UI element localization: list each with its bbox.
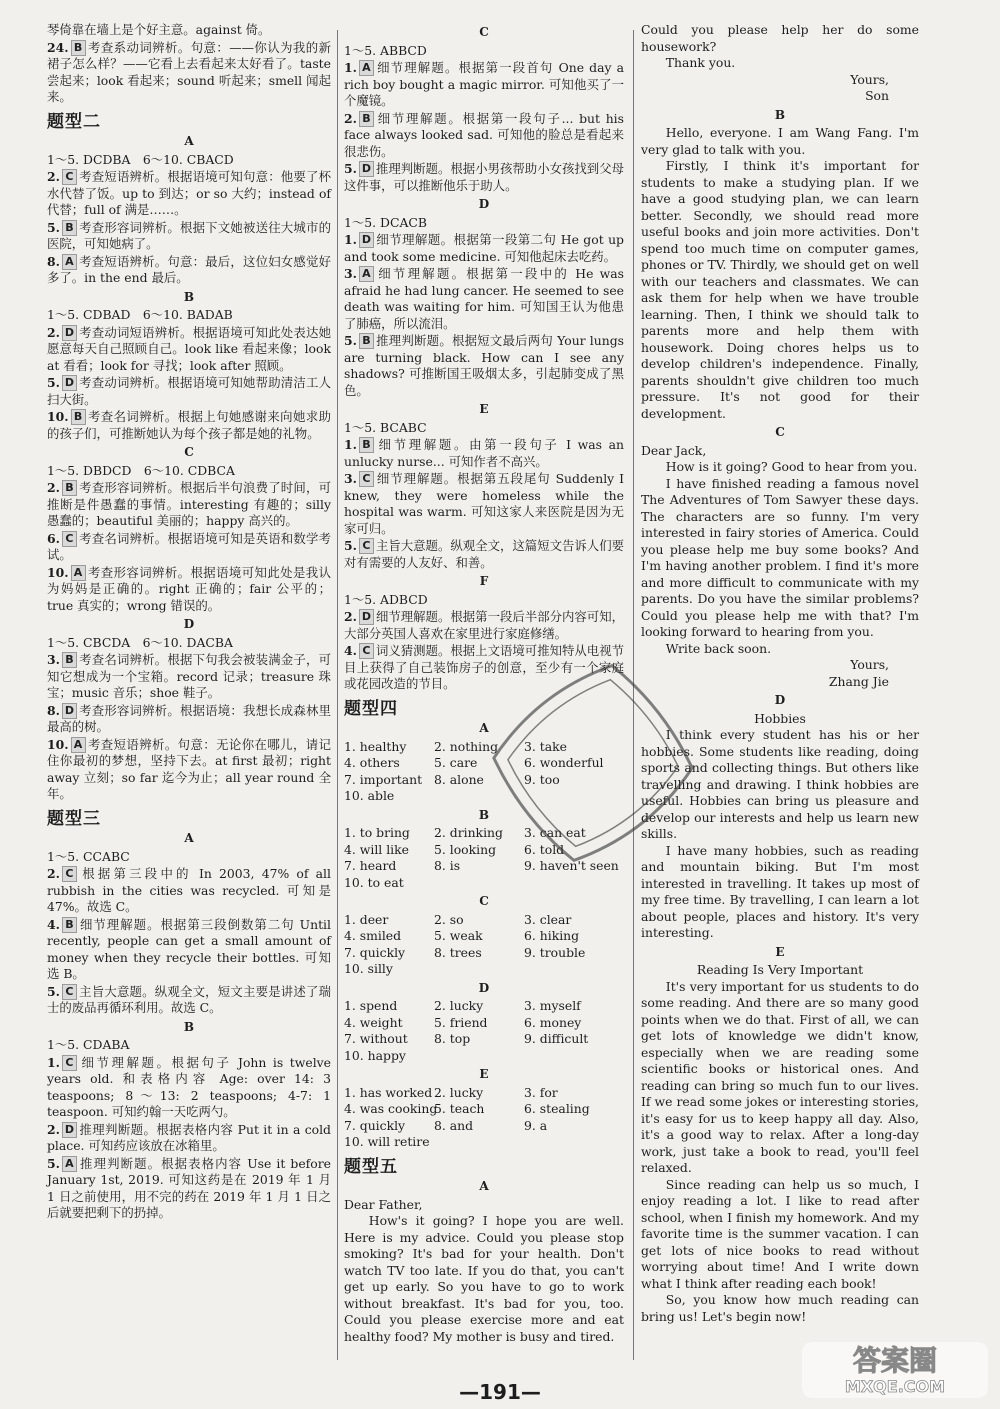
question-number: 3. [47, 652, 60, 667]
answer-cell: 6. money [524, 1014, 582, 1030]
page-number: —191— [459, 1380, 541, 1404]
answer-cell: 5. looking [434, 841, 497, 857]
answer-grid [344, 912, 624, 978]
answer-cell: 9. trouble [524, 944, 586, 960]
answer-cell: 3. for [524, 1084, 558, 1100]
question-number: 2. [47, 324, 60, 340]
explanation-text: 考查名词辨析。根据下句我会被装满金子，可知它想成为一个宝箱。record 记录；treasure 珠宝；music 音乐；shoe 鞋子。 [47, 652, 331, 700]
answer-cell: 2. so [434, 911, 464, 927]
answer-cell: 5. friend [434, 1014, 488, 1030]
answer-explanation [344, 161, 624, 194]
answer-grid [344, 998, 624, 1064]
answer-explanation [47, 254, 331, 287]
answer-cell: 6. hiking [524, 928, 580, 943]
answer-key-line: 1～5. CBCDA 6～10. DACBA [47, 634, 233, 650]
column-right [641, 22, 919, 1325]
explanation-text: 考查动词辨析。根据语境可知她帮助清洁工人扫大街。 [47, 375, 331, 407]
explanation-text: 细节理解题。根据第一段句子... but his face always looked sad. 可知他的脸总是看起来很悲伤。 [344, 110, 624, 159]
explanation-text: 考查形容词辨析。根据语境：我想长成森林里最高的树。 [47, 702, 331, 734]
question-number: 5. [344, 333, 357, 348]
answer-box: B [71, 40, 86, 56]
answer-explanation [47, 40, 331, 106]
answer-cell: 8. alone [434, 771, 484, 787]
passage-label: B [774, 107, 786, 122]
answer-cell: 7. heard [344, 858, 397, 873]
answer-box: A [359, 60, 374, 76]
question-number: 24. [47, 39, 69, 55]
answer-explanation [47, 325, 331, 375]
answer-cell: 4. will like [344, 841, 409, 857]
explanation-text: 考查动词短语辨析。根据语境可知此处表达她愿意每天自己照顾自己。look like 看起来像；look at 看看；look for 寻找；look after 照顾。 [47, 324, 331, 373]
answer-cell: 10. happy [344, 1047, 406, 1063]
answer-key-line: 1～5. CDBAD 6～10. BADAB [47, 307, 233, 322]
question-number: 8. [47, 253, 60, 269]
explanation-text: 考查形容词辨析。根据后半句浪费了时间，可推断是件愚蠢的事情。interesting 有趣的；silly 愚蠢的；beautiful 美丽的；happy 高兴的。 [47, 480, 331, 528]
answer-cell: 6. wonderful [524, 755, 604, 770]
answer-explanation [344, 232, 624, 265]
answer-key-line: 1～5. CDABA [47, 1037, 130, 1052]
answer-cell: 7. important [344, 771, 423, 787]
answer-box: D [62, 325, 77, 341]
passage-label: F [479, 574, 489, 588]
answer-explanation [344, 266, 624, 332]
answer-cell: 3. myself [524, 998, 581, 1013]
answer-explanation [47, 409, 331, 442]
answer-box: B [62, 480, 77, 496]
answer-box: C [62, 531, 77, 547]
answer-box: D [359, 232, 374, 248]
answer-cell: 4. smiled [344, 928, 402, 943]
explanation-text: 细节理解题。根据第五段尾句 Suddenly I knew, they were homeless while the hospital was warm. 可知这家人来医院是因为无家可归。 [344, 471, 624, 536]
explanation-text: 考查名词辨析。根据语境可知是英语和数学考试。 [47, 530, 331, 562]
question-number: 1. [344, 232, 357, 247]
explanation-text: 考查名词辨析。根据上句她感谢来向她求助的孩子们，可推断她认为每个孩子都是她的礼物。 [47, 409, 331, 441]
answer-cell: 4. was cooking [344, 1101, 438, 1116]
passage-label: E [775, 944, 785, 959]
answer-cell: 7. quickly [344, 1117, 406, 1133]
question-number: 5. [47, 983, 60, 999]
svg-text:答案圈: 答案圈 [852, 1344, 938, 1377]
answer-box: A [62, 254, 77, 270]
question-number: 1. [47, 1054, 60, 1070]
answer-box: C [62, 866, 77, 882]
text-paragraph: Thank you. [665, 55, 736, 70]
answer-box: D [62, 703, 77, 719]
essay-title: Hobbies [754, 710, 806, 726]
answer-box: A [71, 565, 86, 581]
essay-title: Reading Is Very Important [696, 962, 864, 977]
answer-grid [344, 1085, 624, 1151]
answer-cell: 7. quickly [344, 944, 406, 960]
answer-cell: 4. weight [344, 1014, 403, 1030]
answer-explanation [344, 333, 624, 399]
text-paragraph: 琴倚靠在墙上是个好主意。against 倚。 [47, 22, 271, 37]
section-heading: 题型五 [344, 1156, 398, 1177]
passage-label: C [775, 425, 785, 439]
explanation-text: 细节理解题。根据第三段倒数第二句 Until recently, people can get a small amount of money when they recycle their bottles. 可知选 B。 [47, 916, 331, 981]
explanation-text: 考查形容词辨析。根据语境可知此处是我认为妈妈是正确的。right 正确的；fair 公平的；true 真实的；wrong 错误的。 [47, 564, 331, 613]
answer-cell: 1. spend [344, 998, 398, 1013]
passage-label: A [479, 1179, 489, 1193]
text-paragraph: Dear Jack, [641, 442, 707, 458]
signature-line: Son [865, 88, 889, 103]
answer-explanation [47, 480, 331, 530]
text-paragraph: I have finished reading a famous novel The Adventures of Tom Sawyer these days. The characters are so funny. I'm very interested in fairy stories of America. Could you please help me buy some books? And I'm having another problem. I find it's more and more difficult to communicate with my parents. Do you have the similar problems? Could you please help me with that? I'm looking forward to hearing from you. [641, 475, 919, 639]
question-number: 1. [344, 437, 357, 452]
answer-box: B [359, 437, 374, 453]
passage-label: B [478, 807, 490, 822]
passage-label: B [183, 1019, 195, 1034]
answer-box: B [71, 409, 86, 425]
question-number: 10. [47, 736, 69, 752]
answer-box: D [359, 161, 374, 177]
text-paragraph: How's it going? I hope you are well. Here is my advice. Could you please stop smoking? It's bad for your health. Don't watch TV too late. If you do that, you can't get up early. So you have to go to work without breakfast. It's bad for you, too. Could you please exercise more and eat healthy food? My mother is busy and tired. [344, 1213, 624, 1344]
answer-explanation [344, 111, 624, 161]
answer-explanation [344, 609, 624, 642]
answer-box: B [62, 652, 77, 668]
answer-cell: 2. nothing [434, 738, 499, 754]
answer-explanation [344, 538, 624, 571]
explanation-text: 细节理解题。根据第一段首句 One day a rich boy bought a magic mirror. 可知他买了一个魔镜。 [344, 60, 624, 108]
passage-label: C [479, 894, 489, 908]
explanation-text: 词义猜测题。根据上文语境可推知特从电视节目上获得了自己装饰房子的创意，至少有一个家庭或花园改造的节目。 [344, 643, 624, 691]
explanation-text: 考查短语辨析。句意：最后，这位妇女感觉好多了。in the end 最后。 [47, 253, 331, 285]
explanation-text: 考查形容词辨析。根据下文她被送往大城市的医院，可知她病了。 [47, 219, 331, 251]
explanation-text: 细节理解题。根据第一段第二句 He got up and took some medicine. 可知他起床去吃药。 [344, 232, 624, 264]
answer-key-line: 1～5. ADBCD [344, 591, 428, 607]
question-number: 10. [47, 564, 69, 580]
answer-box: C [359, 538, 374, 554]
answer-cell: 9. too [524, 771, 560, 787]
question-number: 5. [47, 219, 60, 235]
answer-explanation [47, 866, 331, 916]
question-number: 5. [47, 375, 60, 390]
passage-label: A [479, 721, 489, 735]
answer-explanation [47, 531, 331, 564]
section-heading: 题型二 [47, 111, 101, 132]
answer-cell: 9. a [524, 1117, 548, 1133]
answer-box: C [359, 643, 374, 659]
section-heading: 题型三 [47, 808, 101, 829]
explanation-text: 根据第三段中的 In 2003, 47% of all rubbish in the cities was recycled. 可知是 47%。故选 C。 [47, 866, 331, 914]
answer-key-line: 1～5. DBDCD 6～10. CDBCA [47, 462, 235, 478]
answer-box: D [62, 1122, 77, 1138]
explanation-text: 推理判断题。根据表格内容 Put it in a cold place. 可知药应该放在冰箱里。 [47, 1121, 331, 1153]
svg-text:MXQE.COM: MXQE.COM [844, 1377, 946, 1396]
answer-cell: 2. lucky [434, 998, 484, 1013]
explanation-text: 细节理解题。根据句子 John is twelve years old. 和表格内容 Age: over 14: 3 teaspoons; 8～13: 2 teaspoons; 4-7: 1 teaspoon. 可知约翰一天吃两勺。 [47, 1054, 331, 1119]
text-paragraph: Since reading can help us so much, I enjoy reading a lot. I like to read after school, when I finish my homework. And my favorite time is the summer vacation. I can get lots of nice books to read without worrying about time! And I write down what I think after reading each book! [641, 1176, 919, 1291]
answer-box: B [62, 220, 77, 236]
text-paragraph: How is it going? Good to hear from you. [665, 459, 918, 474]
explanation-text: 推理判断题。根据短文最后两句 Your lungs are turning black. How can I see any shadows? 可推断国王吸烟太多，引起肺变成了黑色。 [344, 333, 624, 398]
answer-explanation [47, 984, 331, 1017]
answer-cell: 9. haven't seen [524, 858, 619, 873]
answer-cell: 2. lucky [434, 1084, 484, 1100]
answer-explanation [47, 220, 331, 253]
answer-explanation [344, 437, 624, 470]
answer-cell: 7. without [344, 1031, 408, 1046]
question-number: 3. [344, 471, 357, 486]
question-number: 2. [47, 169, 60, 184]
passage-label: B [183, 289, 195, 304]
question-number: 2. [47, 1121, 60, 1137]
answer-box: B [62, 917, 77, 933]
answer-cell: 2. drinking [434, 825, 503, 840]
answer-cell: 4. others [344, 755, 400, 770]
answer-box: D [62, 375, 77, 391]
text-paragraph: Hello, everyone. I am Wang Fang. I'm very glad to talk with you. [641, 125, 919, 157]
answer-box: C [62, 984, 77, 1000]
answer-explanation [47, 565, 331, 615]
answer-explanation [47, 652, 331, 702]
passage-label: A [184, 134, 194, 148]
answer-cell: 8. top [434, 1031, 471, 1046]
answer-explanation [47, 1156, 331, 1222]
explanation-text: 主旨大意题。纵观全文，这篇短文告诉人们要对有需要的人友好、和善。 [344, 538, 624, 570]
answer-cell: 5. care [434, 755, 478, 770]
site-watermark-logo [800, 1340, 990, 1400]
section-heading: 题型四 [344, 698, 398, 719]
answer-explanation [47, 375, 331, 408]
text-paragraph: It's very important for us students to do some reading. And there are so many good points when we do that. First of all, we can get lots of knowledge we didn't know, especially when we are reading some scientific books or historical ones. And reading can bring so much fun to our lives. If we read some jokes or interesting stories, it's easy for us to keep happy all day. Also, it's a good way to relax. After a long-day work, just take a book to read, you'll feel relaxed. [641, 978, 919, 1175]
explanation-text: 细节理解题。根据第一段后半部分内容可知，大部分英国人喜欢在家里进行家庭修缮。 [344, 609, 624, 641]
answer-cell: 6. stealing [524, 1101, 590, 1116]
passage-label: A [184, 831, 194, 845]
explanation-text: 细节理解题。由第一段句子 I was an unlucky nurse... 可知作者不高兴。 [344, 437, 624, 469]
column-left [47, 22, 331, 1223]
explanation-text: 细节理解题。根据第一段中的 He was afraid he had lung cancer. He seemed to see death was waiting for him. 可知国王认为他患了肺癌，所以流泪。 [344, 266, 624, 331]
answer-key-line: 1～5. ABBCD [344, 42, 427, 58]
question-number: 5. [344, 538, 357, 553]
answer-box: B [359, 333, 374, 349]
answer-cell: 3. take [524, 738, 567, 754]
answer-explanation [344, 60, 624, 110]
signature-line: Yours, [850, 657, 889, 672]
question-number: 4. [47, 916, 60, 932]
answer-box: D [359, 609, 374, 625]
answer-cell: 5. weak [434, 928, 483, 943]
passage-label: D [774, 693, 786, 707]
passage-label: D [183, 617, 195, 631]
text-paragraph: I think every student has his or her hobbies. Some students like reading, doing sports and collecting things. But others like travelling and drawing. I think hobbies are useful. Hobbies can bring us pleasure and develop our interests and help us learn new skills. [641, 727, 919, 841]
answer-box: B [359, 111, 374, 127]
answer-cell: 1. healthy [344, 738, 407, 754]
answer-explanation [47, 703, 331, 736]
text-paragraph: I have many hobbies, such as reading and mountain biking. But I'm most interested in travelling. It takes up most of my free time. By travelling, I can learn a lot about people, places and history. It's very interesting. [641, 842, 919, 940]
answer-box: A [71, 737, 86, 753]
passage-label: C [184, 445, 194, 459]
answer-box: C [62, 1055, 77, 1071]
text-paragraph: Write back soon. [665, 640, 772, 656]
explanation-text: 考查系动词辨析。句意：——你认为我的新裙子怎么样？——它看上去看起来太好看了。taste 尝起来；look 看起来；sound 听起来；smell 闻起来。 [47, 39, 331, 104]
explanation-text: 考查短语辨析。句意：无论你在哪儿，请记住你最初的梦想，坚持下去。at first 最初；right away 立刻；so far 迄今为止；all year round 全年。 [47, 736, 331, 801]
text-paragraph: Could you please help her do some housework? [641, 22, 919, 54]
question-number: 5. [344, 161, 357, 176]
answer-cell: 9. difficult [524, 1031, 589, 1046]
text-paragraph: Firstly, I think it's important for students to make a studying plan. If we have a good studying plan, we can learn better. Secondly, we should read more useful books and join more activities. Don't spend too much time on computer games, phones or TV. Thirdly, we should get on well with our teachers and classmates. We can ask them for help when we have trouble learning. Then, I think we should talk to parents more and help them with housework. Doing chores helps us to develop children's independence. Finally, parents shouldn't give children too much pressure. It's not good for their development. [641, 158, 919, 421]
answer-cell: 10. silly [344, 961, 393, 976]
answer-cell: 8. and [434, 1117, 474, 1133]
answer-cell: 10. to eat [344, 874, 404, 890]
answer-box: C [359, 471, 374, 487]
question-number: 3. [344, 266, 357, 281]
answer-cell: 5. teach [434, 1101, 485, 1116]
question-number: 10. [47, 409, 69, 424]
answer-cell: 1. deer [344, 911, 389, 927]
question-number: 2. [344, 110, 357, 126]
answer-box: C [62, 169, 77, 185]
question-number: 2. [47, 866, 60, 881]
question-number: 2. [47, 480, 60, 495]
explanation-text: 推理判断题。根据表格内容 Use it before January 1st, 2019. 可知这药是在 2019 年 1 月 1 日之前使用，用不完的药在 2019 年 1 月 1 日之后就要把剩下的扔掉。 [47, 1155, 331, 1220]
question-number: 6. [47, 530, 60, 546]
answer-key-line: 1～5. DCDBA 6～10. CBACD [47, 151, 234, 167]
answer-explanation [47, 917, 331, 983]
answer-cell: 8. is [434, 858, 461, 873]
answer-key-line: 1～5. CCABC [47, 848, 130, 864]
passage-label: E [479, 1067, 489, 1081]
answer-cell: 6. told [524, 841, 565, 857]
question-number: 5. [47, 1155, 60, 1171]
signature-line: Zhang Jie [828, 673, 889, 689]
answer-explanation [47, 169, 331, 219]
passage-label: C [479, 25, 489, 39]
column-divider [337, 30, 338, 1360]
explanation-text: 考查短语辨析。根据语境可知句意：他要了杯水代替了饭。up to 到达；or so 大约；instead of 代替；full of 满是……。 [47, 169, 331, 217]
answer-cell: 10. able [344, 788, 395, 803]
question-number: 4. [344, 643, 357, 658]
passage-label: D [478, 980, 490, 995]
passage-label: D [478, 197, 490, 211]
answer-explanation [47, 737, 331, 803]
text-paragraph: Dear Father, [344, 1196, 423, 1212]
answer-cell: 1. to bring [344, 825, 410, 840]
answer-cell: 10. will retire [344, 1134, 430, 1149]
answer-key-line: 1～5. BCABC [344, 419, 427, 435]
answer-box: A [62, 1156, 77, 1172]
answer-key-line: 1～5. DCACB [344, 214, 427, 230]
answer-explanation [344, 471, 624, 537]
question-number: 8. [47, 702, 60, 718]
question-number: 1. [344, 60, 357, 75]
signature-line: Yours, [850, 71, 889, 87]
question-number: 2. [344, 609, 357, 624]
answer-cell: 3. can eat [524, 825, 586, 840]
passage-label: E [479, 402, 489, 416]
explanation-text: 主旨大意题。纵观全文，短文主要是讲述了瑞士的废品再循环利用。故选 C。 [47, 983, 331, 1015]
answer-explanation [47, 1122, 331, 1155]
answer-box: A [359, 266, 374, 282]
explanation-text: 推理判断题。根据小男孩帮助小女孩找到父母这件事，可以推断他乐于助人。 [344, 161, 624, 193]
text-paragraph: So, you know how much reading can bring us! Let's begin now! [641, 1292, 919, 1324]
answer-cell: 1. has worked [344, 1084, 433, 1100]
answer-cell: 3. clear [524, 911, 572, 927]
answer-explanation [47, 1055, 331, 1121]
answer-cell: 8. trees [434, 944, 482, 960]
